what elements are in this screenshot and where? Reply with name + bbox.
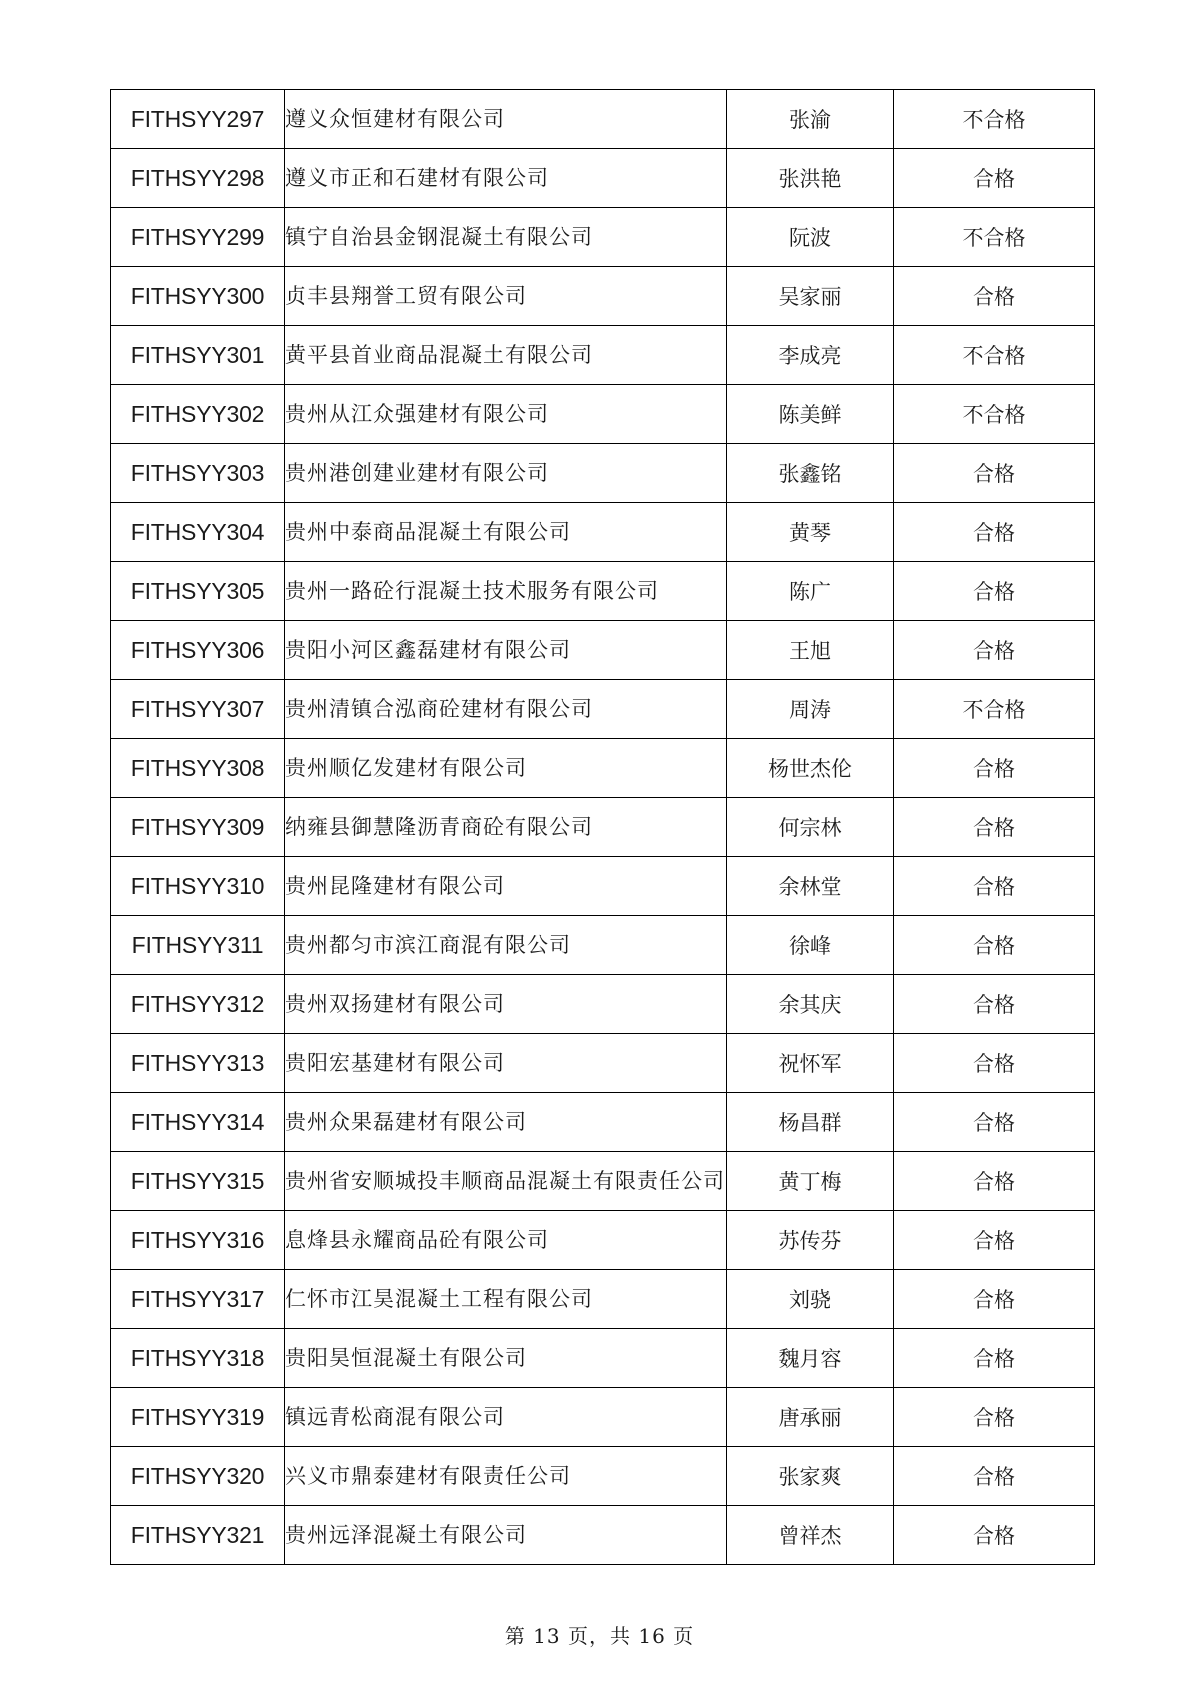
sample-id-cell: FITHSYY310 [111,857,285,916]
table-row [111,326,1095,385]
person-name-cell: 黄丁梅 [727,1152,894,1211]
table-row [111,1447,1095,1506]
company-name-cell: 镇远青松商混有限公司 [285,1388,727,1447]
company-name-cell: 贵州双扬建材有限公司 [285,975,727,1034]
person-name-cell: 李成亮 [727,326,894,385]
table-row [111,1211,1095,1270]
table-row [111,975,1095,1034]
table-row [111,1506,1095,1565]
result-cell: 不合格 [894,90,1095,149]
person-name-cell: 徐峰 [727,916,894,975]
result-cell: 合格 [894,621,1095,680]
sample-id-cell: FITHSYY307 [111,680,285,739]
sample-id-cell: FITHSYY302 [111,385,285,444]
results-table-body [111,90,1095,1565]
company-name-cell: 贵州从江众强建材有限公司 [285,385,727,444]
sample-id-cell: FITHSYY314 [111,1093,285,1152]
sample-id-cell: FITHSYY319 [111,1388,285,1447]
person-name-cell: 祝怀军 [727,1034,894,1093]
result-cell: 合格 [894,1034,1095,1093]
company-name-cell: 镇宁自治县金钢混凝土有限公司 [285,208,727,267]
person-name-cell: 吴家丽 [727,267,894,326]
table-row [111,444,1095,503]
result-cell: 合格 [894,562,1095,621]
result-cell: 合格 [894,1270,1095,1329]
table-row [111,149,1095,208]
result-cell: 合格 [894,1093,1095,1152]
company-name-cell: 纳雍县御慧隆沥青商砼有限公司 [285,798,727,857]
company-name-cell: 贵州省安顺城投丰顺商品混凝土有限责任公司 [285,1152,727,1211]
person-name-cell: 杨昌群 [727,1093,894,1152]
sample-id-cell: FITHSYY315 [111,1152,285,1211]
company-name-cell: 贵阳昊恒混凝土有限公司 [285,1329,727,1388]
result-cell: 合格 [894,916,1095,975]
person-name-cell: 曾祥杰 [727,1506,894,1565]
result-cell: 合格 [894,857,1095,916]
sample-id-cell: FITHSYY306 [111,621,285,680]
sample-id-cell: FITHSYY316 [111,1211,285,1270]
company-name-cell: 贵州众果磊建材有限公司 [285,1093,727,1152]
table-row [111,267,1095,326]
company-name-cell: 仁怀市江昊混凝土工程有限公司 [285,1270,727,1329]
company-name-cell: 贵州顺亿发建材有限公司 [285,739,727,798]
company-name-cell: 遵义众恒建材有限公司 [285,90,727,149]
table-row [111,916,1095,975]
company-name-cell: 息烽县永耀商品砼有限公司 [285,1211,727,1270]
person-name-cell: 张家爽 [727,1447,894,1506]
person-name-cell: 余林堂 [727,857,894,916]
result-cell: 合格 [894,444,1095,503]
table-row [111,1093,1095,1152]
table-row [111,1329,1095,1388]
sample-id-cell: FITHSYY309 [111,798,285,857]
table-row [111,385,1095,444]
person-name-cell: 魏月容 [727,1329,894,1388]
table-row [111,1034,1095,1093]
results-table [110,89,1095,1565]
company-name-cell: 贵州远泽混凝土有限公司 [285,1506,727,1565]
table-row [111,1388,1095,1447]
company-name-cell: 贞丰县翔誉工贸有限公司 [285,267,727,326]
sample-id-cell: FITHSYY298 [111,149,285,208]
company-name-cell: 兴义市鼎泰建材有限责任公司 [285,1447,727,1506]
sample-id-cell: FITHSYY320 [111,1447,285,1506]
sample-id-cell: FITHSYY299 [111,208,285,267]
result-cell: 不合格 [894,385,1095,444]
person-name-cell: 苏传芬 [727,1211,894,1270]
result-cell: 不合格 [894,326,1095,385]
company-name-cell: 贵州港创建业建材有限公司 [285,444,727,503]
company-name-cell: 黄平县首业商品混凝土有限公司 [285,326,727,385]
person-name-cell: 余其庆 [727,975,894,1034]
person-name-cell: 陈美鲜 [727,385,894,444]
person-name-cell: 张洪艳 [727,149,894,208]
person-name-cell: 何宗林 [727,798,894,857]
page-number-footer: 第 13 页，共 16 页 [504,1624,695,1648]
company-name-cell: 贵州昆隆建材有限公司 [285,857,727,916]
result-cell: 合格 [894,267,1095,326]
table-row [111,621,1095,680]
result-cell: 合格 [894,1388,1095,1447]
sample-id-cell: FITHSYY301 [111,326,285,385]
sample-id-cell: FITHSYY321 [111,1506,285,1565]
result-cell: 不合格 [894,680,1095,739]
sample-id-cell: FITHSYY313 [111,1034,285,1093]
sample-id-cell: FITHSYY312 [111,975,285,1034]
person-name-cell: 阮波 [727,208,894,267]
table-row [111,857,1095,916]
person-name-cell: 刘骁 [727,1270,894,1329]
person-name-cell: 黄琴 [727,503,894,562]
person-name-cell: 周涛 [727,680,894,739]
sample-id-cell: FITHSYY308 [111,739,285,798]
table-row [111,798,1095,857]
sample-id-cell: FITHSYY311 [111,916,285,975]
person-name-cell: 张渝 [727,90,894,149]
result-cell: 合格 [894,975,1095,1034]
result-cell: 合格 [894,1329,1095,1388]
result-cell: 合格 [894,1506,1095,1565]
table-row [111,562,1095,621]
result-cell: 合格 [894,739,1095,798]
table-row [111,739,1095,798]
sample-id-cell: FITHSYY317 [111,1270,285,1329]
result-cell: 合格 [894,149,1095,208]
sample-id-cell: FITHSYY304 [111,503,285,562]
company-name-cell: 贵阳小河区鑫磊建材有限公司 [285,621,727,680]
table-row [111,1270,1095,1329]
sample-id-cell: FITHSYY305 [111,562,285,621]
company-name-cell: 贵州中泰商品混凝土有限公司 [285,503,727,562]
person-name-cell: 张鑫铭 [727,444,894,503]
company-name-cell: 贵阳宏基建材有限公司 [285,1034,727,1093]
table-row [111,1152,1095,1211]
result-cell: 合格 [894,1211,1095,1270]
table-row [111,208,1095,267]
company-name-cell: 遵义市正和石建材有限公司 [285,149,727,208]
table-row [111,90,1095,149]
result-cell: 合格 [894,503,1095,562]
person-name-cell: 王旭 [727,621,894,680]
result-cell: 不合格 [894,208,1095,267]
sample-id-cell: FITHSYY300 [111,267,285,326]
sample-id-cell: FITHSYY318 [111,1329,285,1388]
person-name-cell: 唐承丽 [727,1388,894,1447]
person-name-cell: 杨世杰伦 [727,739,894,798]
table-row [111,503,1095,562]
table-row [111,680,1095,739]
person-name-cell: 陈广 [727,562,894,621]
company-name-cell: 贵州清镇合泓商砼建材有限公司 [285,680,727,739]
sample-id-cell: FITHSYY297 [111,90,285,149]
result-cell: 合格 [894,798,1095,857]
sample-id-cell: FITHSYY303 [111,444,285,503]
company-name-cell: 贵州都匀市滨江商混有限公司 [285,916,727,975]
result-cell: 合格 [894,1152,1095,1211]
company-name-cell: 贵州一路砼行混凝土技术服务有限公司 [285,562,727,621]
result-cell: 合格 [894,1447,1095,1506]
